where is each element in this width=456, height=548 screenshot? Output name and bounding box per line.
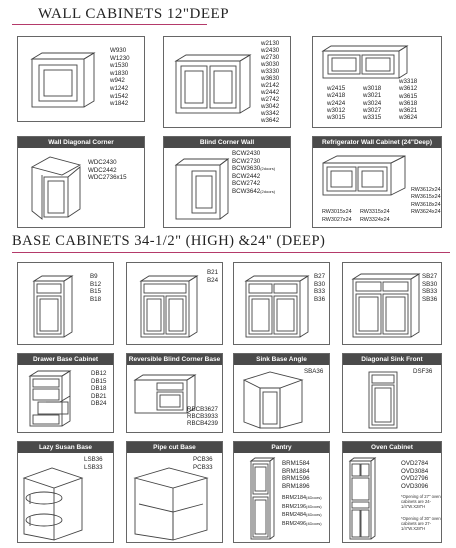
oven-cabinet-drawing [347, 456, 377, 542]
code: RBCB3627 [187, 406, 218, 413]
card-wall-wide[interactable] [312, 36, 442, 128]
blind-corner-wall-drawing [172, 155, 230, 223]
card-lazy-susan[interactable] [17, 441, 114, 543]
code: w1830 [110, 69, 129, 77]
card-title: Reversible Blind Corner Base [128, 356, 221, 363]
code: B21 [207, 269, 219, 276]
code: OVD3096 [401, 482, 429, 490]
base-double-cabinet-drawing [137, 273, 199, 341]
drawer-base-cabinet-drawing [26, 368, 74, 430]
code: B33 [314, 288, 326, 296]
card-pipe-cut-base[interactable] [126, 441, 223, 543]
card-wall-single[interactable] [17, 36, 145, 122]
doors-note: (2doors) [260, 166, 276, 172]
code: B9 [90, 273, 98, 280]
code: w3624 [399, 114, 418, 122]
code: w2415 [327, 85, 346, 92]
code: OVD3084 [401, 467, 429, 475]
code: WDC2430 [88, 159, 117, 166]
code: w2730 [261, 54, 280, 61]
card-reversible-blind-corner[interactable] [126, 353, 223, 433]
code: w3612 [399, 85, 418, 93]
code: w2430 [261, 47, 280, 54]
code: BCW3630 [232, 165, 261, 173]
code: w3024 [363, 99, 382, 107]
base-section-title: BASE CABINETS 34-1/2" (HIGH) &24" (DEEP) [12, 233, 326, 249]
card-title: Pipe cut Base [127, 442, 222, 453]
wall-double-cabinet-drawing [172, 51, 254, 117]
doors-note: (4Doors) [305, 520, 322, 526]
code: w3342 [261, 110, 280, 117]
code: RW3624x24 [411, 208, 441, 215]
doors-note: (4Doors) [305, 503, 322, 509]
base-single-codes [90, 273, 101, 303]
base-double-codes [207, 269, 218, 284]
code: LSB33 [84, 463, 103, 471]
code: DB12 [91, 370, 107, 377]
card-drawer-base[interactable] [17, 353, 114, 433]
card-title: Sink Base Angle [234, 354, 329, 365]
pipe-cut-base-drawing [131, 464, 211, 542]
card-title: Wall Diagonal Corner [18, 137, 144, 148]
reversible-blind-corner-codes [187, 406, 218, 428]
wall-section-title: WALL CABINETS 12"DEEP [38, 6, 230, 22]
code: RW3015x24 [322, 209, 352, 215]
card-title: Refrigerator Wall Cabinet (24"Deep) [313, 137, 441, 148]
code: BRM2196 [282, 503, 306, 510]
pantry-codes [282, 460, 310, 490]
code: w3621 [399, 107, 418, 115]
wall-double-codes [261, 40, 279, 124]
code: w1242 [110, 84, 129, 92]
oven-note-30: *Opening of 30" oven cabinets are 27-1/4"W.X28"H [401, 516, 441, 531]
code: RW3615x24 [411, 194, 441, 201]
code: w3030 [261, 61, 280, 68]
oven-codes [401, 460, 428, 490]
wall-single-codes [110, 47, 130, 108]
card-base-wide[interactable] [233, 262, 330, 345]
card-title: Drawer Base Cabinet [18, 354, 113, 365]
pipe-cut-base-codes [193, 456, 213, 471]
doors-note: (4Doors) [305, 512, 322, 518]
card-pantry[interactable] [233, 441, 330, 543]
code: w3630 [261, 75, 280, 82]
code: DB21 [91, 392, 107, 400]
code: B30 [314, 280, 326, 288]
code: RW3612x24 [411, 187, 441, 193]
wall-single-cabinet-drawing [28, 49, 98, 111]
refrigerator-codes-col1 [322, 209, 352, 224]
code: w3018 [363, 85, 382, 92]
code: w3330 [261, 68, 280, 75]
code: BCW3642 [232, 187, 261, 195]
code: w3021 [363, 92, 382, 100]
code: SBA36 [304, 368, 324, 375]
code: w2142 [261, 82, 280, 89]
diagonal-sink-front-codes [413, 368, 432, 376]
code: SB30 [422, 280, 438, 288]
code: B18 [90, 295, 102, 303]
code: LSB36 [84, 456, 103, 463]
card-title: Pantry [234, 442, 329, 453]
wall-wide-codes-col3 [399, 78, 417, 122]
card-base-single[interactable] [17, 262, 114, 345]
code: BRM2184 [282, 495, 306, 501]
code: RBCB3933 [187, 413, 218, 421]
base-wide-cabinet-drawing [242, 273, 310, 341]
wall-wide-codes-col2 [363, 85, 381, 121]
code: DSF36 [413, 368, 433, 375]
code: SB27 [422, 273, 438, 280]
sink-base-cabinet-drawing [349, 271, 421, 341]
code: w2742 [261, 96, 280, 103]
code: w3027 [363, 106, 382, 114]
code: w1530 [110, 62, 129, 70]
code: BRM1596 [282, 475, 310, 483]
base-wide-codes [314, 273, 325, 303]
card-oven-cabinet[interactable] [342, 441, 442, 543]
code: w3012 [327, 106, 346, 114]
card-wall-double[interactable] [163, 36, 291, 128]
code: DB18 [91, 385, 107, 393]
base-section-rule [12, 252, 450, 253]
code: DB24 [91, 400, 107, 408]
code: w3615 [399, 92, 418, 100]
code: OVD2784 [401, 460, 429, 467]
code: OVD2796 [401, 475, 429, 483]
card-title: Lazy Susan Base [18, 442, 113, 453]
code: B24 [207, 276, 219, 284]
code: RW3618x24 [411, 201, 441, 208]
pantry-cabinet-drawing [248, 456, 276, 542]
blind-corner-wall-codes [232, 150, 275, 196]
code: BRM1584 [282, 460, 310, 467]
card-wall-diagonal[interactable] [17, 136, 145, 228]
code: BCW2430 [232, 150, 261, 157]
code: B12 [90, 280, 102, 288]
card-sink-base[interactable] [342, 262, 442, 345]
code: BCW2742 [232, 180, 261, 188]
code: w3315 [363, 114, 382, 122]
drawer-base-codes [91, 370, 106, 408]
code: w1842 [110, 100, 129, 108]
card-sink-base-angle[interactable] [233, 353, 330, 433]
code: SB33 [422, 288, 438, 296]
code: BCW2730 [232, 157, 261, 165]
doors-note: (2doors) [260, 188, 276, 194]
code: SB36 [422, 295, 438, 303]
code: B15 [90, 288, 102, 296]
sink-base-angle-drawing [240, 368, 306, 432]
card-title: Blind Corner Wall [164, 137, 290, 148]
code: BRM1896 [282, 482, 310, 490]
code: w3318 [399, 78, 418, 85]
code: WDC2442 [88, 166, 117, 174]
wall-diagonal-cabinet-drawing [28, 153, 84, 223]
refrigerator-codes-col2 [360, 209, 390, 224]
code: w3618 [399, 99, 418, 107]
sink-base-codes [422, 273, 437, 303]
pantry-4door-codes [282, 494, 322, 528]
card-base-double[interactable] [126, 262, 223, 345]
code: BRM2484 [282, 512, 306, 519]
code: BCW2442 [232, 172, 261, 180]
wall-diagonal-codes [88, 159, 127, 182]
code: w2130 [261, 40, 280, 47]
refrigerator-cabinet-drawing [319, 153, 407, 199]
code: RW3324x24 [360, 216, 390, 223]
base-single-cabinet-drawing [30, 273, 74, 341]
code: W930 [110, 47, 127, 54]
wall-wide-cabinet-drawing [319, 43, 411, 81]
code: w942 [110, 77, 125, 85]
code: B36 [314, 295, 326, 303]
code: DB15 [91, 377, 107, 385]
code: PCB33 [193, 463, 213, 471]
card-blind-corner-wall[interactable] [163, 136, 291, 228]
card-refrigerator[interactable] [312, 136, 442, 228]
lazy-susan-codes [84, 456, 103, 471]
code: W1230 [110, 54, 130, 62]
code: w3642 [261, 117, 280, 124]
code: RW3027x24 [322, 216, 352, 223]
code: w2418 [327, 92, 346, 100]
card-title: Diagonal Sink Front [343, 354, 441, 365]
code: RW3315x24 [360, 209, 390, 215]
code: w3042 [261, 103, 280, 110]
code: RBCB4239 [187, 420, 218, 428]
code: w2442 [261, 89, 280, 96]
oven-note-27: *Opening of 27" oven cabinets are 24-1/4"W.X28"H [401, 494, 441, 509]
doors-note: (4Doors) [305, 495, 322, 500]
card-title: Oven Cabinet [343, 442, 441, 453]
code: WDC2736x15 [88, 174, 127, 182]
code: w3015 [327, 114, 346, 122]
wall-section-rule [12, 24, 207, 25]
wall-wide-codes-col1 [327, 85, 345, 121]
refrigerator-codes-col3 [411, 187, 441, 216]
code: w1542 [110, 92, 129, 100]
code: B27 [314, 273, 326, 280]
code: BRM2496 [282, 520, 306, 527]
lazy-susan-drawing [20, 464, 86, 542]
code: PCB36 [193, 456, 213, 463]
code: BRM1884 [282, 467, 310, 475]
diagonal-sink-front-drawing [363, 368, 403, 432]
sink-base-angle-codes [304, 368, 323, 376]
card-diagonal-sink-front[interactable] [342, 353, 442, 433]
code: w2424 [327, 99, 346, 107]
